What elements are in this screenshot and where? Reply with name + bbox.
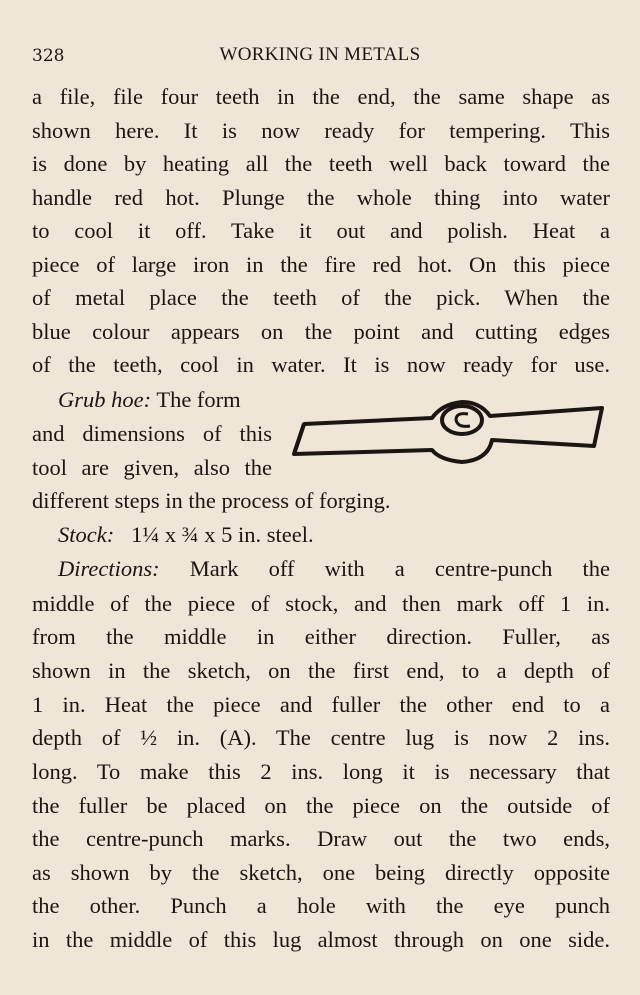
text-line: 1 in. Heat the piece and fuller the other end to a	[32, 692, 610, 717]
grub-hoe-illustration	[292, 398, 608, 470]
text-line: of metal place the teeth of the pick. When the	[32, 285, 610, 310]
stock-line	[58, 518, 314, 552]
text-line: and dimensions of this	[32, 421, 272, 446]
text-line: the fuller be placed on the piece on the outside of	[32, 793, 610, 818]
text-line: in the middle of this lug almost through on one side.	[32, 927, 610, 952]
page-number: 328	[32, 46, 65, 66]
text-span: The form	[151, 387, 241, 412]
text-line: the centre-punch marks. Draw out the two ends,	[32, 826, 610, 851]
text-line: long. To make this 2 ins. long it is necessary that	[32, 759, 610, 784]
text-line: piece of large iron in the fire red hot. On this piece	[32, 252, 610, 277]
text-line: handle red hot. Plunge the whole thing into water	[32, 185, 610, 210]
text-line: to cool it off. Take it out and polish. Heat a	[32, 218, 610, 243]
text-line: different steps in the process of forging.	[32, 488, 391, 513]
text-line: as shown by the sketch, one being directly opposite	[32, 860, 610, 885]
grub-hoe-paragraph	[58, 383, 241, 417]
running-title: WORKING IN METALS	[219, 44, 421, 65]
stock-label: Stock:	[58, 522, 115, 547]
text-span: Mark off with a centre-punch the	[159, 556, 610, 581]
text-line: blue colour appears on the point and cutting edges	[32, 319, 610, 344]
directions-label: Directions:	[58, 556, 160, 581]
text-line: of the teeth, cool in water. It is now ready for use.	[32, 352, 610, 377]
text-line: depth of ½ in. (A). The centre lug is now 2 ins.	[32, 725, 610, 750]
text-line: from the middle in either direction. Fuller, as	[32, 624, 610, 649]
text-line: shown in the sketch, on the first end, to a depth of	[32, 658, 610, 683]
stock-value: 1¼ x ¾ x 5 in. steel.	[131, 522, 314, 547]
text-line: middle of the piece of stock, and then mark off 1 in.	[32, 591, 610, 616]
grub-hoe-label: Grub hoe:	[58, 387, 152, 412]
text-line: the other. Punch a hole with the eye punch	[32, 893, 610, 918]
text-line: tool are given, also the	[32, 455, 272, 480]
text-line: a file, file four teeth in the end, the same shape as	[32, 84, 610, 109]
text-line: is done by heating all the teeth well back toward the	[32, 151, 610, 176]
page-header	[32, 44, 608, 70]
text-line: shown here. It is now ready for tempering. This	[32, 118, 610, 143]
directions-line	[58, 552, 610, 586]
